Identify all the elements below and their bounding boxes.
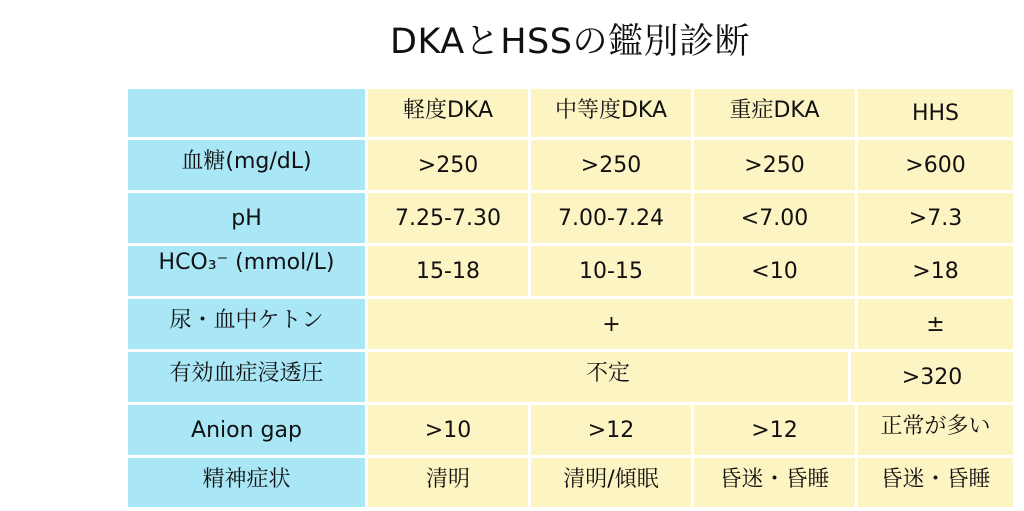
cell-ketones-hhs: ± [858, 299, 1013, 349]
row-label-ketones: 尿・血中ケトン [128, 299, 365, 349]
cell-mental-status-severe: 昏迷・昏睡 [694, 458, 855, 507]
header-mild-dka: 軽度DKA [368, 89, 528, 137]
cell-ph-hhs: >7.3 [858, 193, 1013, 243]
cell-anion-gap-severe: >12 [694, 405, 855, 455]
row-label-blood-glucose: 血糖(mg/dL) [128, 140, 365, 190]
header-hhs: HHS [858, 89, 1013, 137]
header-corner [128, 89, 365, 137]
cell-anion-gap-mild: >10 [368, 405, 528, 455]
cell-mental-status-hhs: 昏迷・昏睡 [858, 458, 1013, 507]
row-label-anion-gap: Anion gap [128, 405, 365, 455]
row-label-osmolality: 有効血症浸透圧 [128, 352, 365, 402]
cell-bicarbonate-hhs: >18 [858, 246, 1013, 296]
cell-ph-moderate: 7.00-7.24 [531, 193, 691, 243]
cell-anion-gap-hhs: 正常が多い [858, 405, 1013, 455]
cell-blood-glucose-moderate: >250 [531, 140, 691, 190]
cell-osmolality-dka-merged: 不定 [368, 352, 848, 402]
comparison-table [128, 89, 1013, 507]
header-severe-dka: 重症DKA [694, 89, 855, 137]
cell-anion-gap-moderate: >12 [531, 405, 691, 455]
cell-blood-glucose-hhs: >600 [858, 140, 1013, 190]
cell-bicarbonate-moderate: 10-15 [531, 246, 691, 296]
cell-blood-glucose-severe: >250 [694, 140, 855, 190]
row-label-bicarbonate: HCO₃⁻ (mmol/L) [128, 246, 365, 296]
cell-bicarbonate-mild: 15-18 [368, 246, 528, 296]
row-label-ph: pH [128, 193, 365, 243]
header-moderate-dka: 中等度DKA [531, 89, 691, 137]
cell-ketones-dka-merged: + [368, 299, 855, 349]
page-title: DKAとHSSの鑑別診断 [390, 22, 750, 62]
cell-ph-mild: 7.25-7.30 [368, 193, 528, 243]
cell-osmolality-hhs: >320 [851, 352, 1013, 402]
cell-mental-status-mild: 清明 [368, 458, 528, 507]
cell-blood-glucose-mild: >250 [368, 140, 528, 190]
cell-bicarbonate-severe: <10 [694, 246, 855, 296]
cell-ph-severe: <7.00 [694, 193, 855, 243]
cell-mental-status-moderate: 清明/傾眠 [531, 458, 691, 507]
row-label-mental-status: 精神症状 [128, 458, 365, 507]
